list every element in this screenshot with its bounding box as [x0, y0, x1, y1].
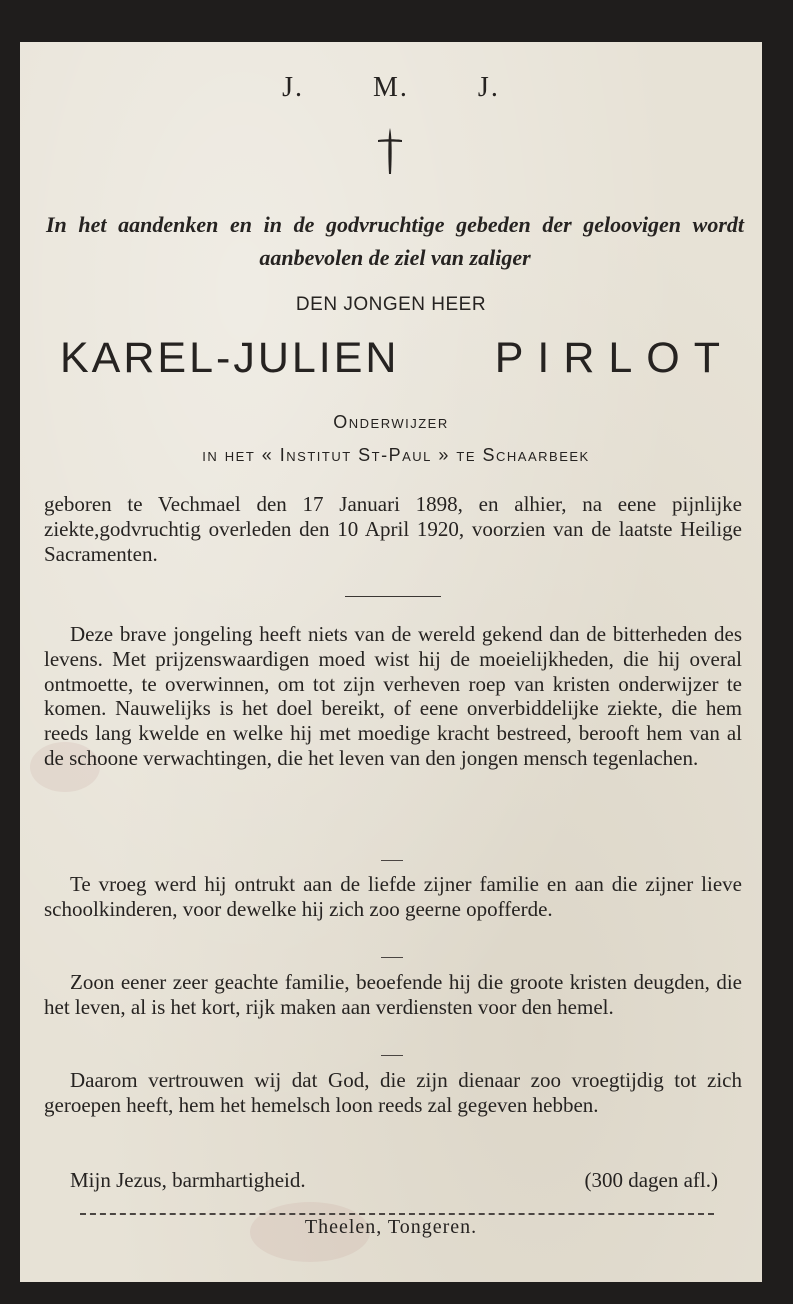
latin-cross-icon [370, 126, 410, 176]
paragraph [44, 872, 742, 922]
initials: J. M. J. [282, 72, 500, 103]
dashed-rule [80, 1213, 714, 1215]
separator [381, 957, 403, 958]
printer-credit: Theelen, Tongeren. [304, 1216, 478, 1238]
deceased-role: Onderwijzer [333, 412, 449, 432]
paragraph-text: Zoon eener zeer geachte familie, beoefende hij die groote kristen deugden, die het leven, al is het kort, rijk maken aan verdiensten voor den hemel. [44, 970, 742, 1019]
separator [381, 860, 403, 861]
paragraph [44, 622, 742, 771]
intro-text: In het aandenken en in de godvruchtige gebeden der geloovigen wordt aanbevolen de ziel van zaliger [46, 212, 744, 270]
paragraph-text: Te vroeg werd hij ontrukt aan de liefde zijner familie en aan die zijner lieve schoolkinderen, voor dewelke hij zich zoo geerne opofferde. [44, 872, 742, 921]
prayer-line [70, 1168, 718, 1193]
paragraph-text: Deze brave jongeling heeft niets van de wereld gekend dan de bitterheden des levens. Met prijzenswaardigen moed wist hij de moeielijkheden, die hij overal ontmoette, te overwinnen, om tot zijn verheven roep van kristen onderwijzer te komen. Nauwelijks is het doel bereikt, of eene onverbiddelijke ziekte, die hem reeds lang kwelde en welke hij met moedige kracht bestreed, berooft hem van al de schoone verwachtingen, die het leven van den jongen mensch tegenlachen. [44, 622, 742, 770]
prayer-text: Mijn Jezus, barmhartigheid. [70, 1168, 306, 1192]
deceased-name [60, 334, 734, 383]
paragraph [44, 1068, 742, 1118]
card-paper [20, 42, 762, 1282]
deceased-prefix: DEN JONGEN HEER [295, 294, 487, 315]
divider-rule [345, 596, 441, 597]
surname: PIRLOT [494, 334, 734, 382]
birth-death-text [44, 492, 742, 566]
indulgence-text: (300 dagen afl.) [584, 1168, 718, 1192]
separator [381, 1055, 403, 1056]
paragraph-text: Daarom vertrouwen wij dat God, die zijn dienaar zoo vroegtijdig tot zich geroepen heeft, hem het hemelsch loon reeds zal gegeven hebben. [44, 1068, 742, 1117]
deceased-institute: in het « Institut St-Paul » te Schaarbeek [202, 445, 590, 465]
given-names: KAREL-JULIEN [60, 334, 400, 382]
paragraph [44, 970, 742, 1020]
birth-death-paragraph: geboren te Vechmael den 17 Januari 1898, en alhier, na eene pijnlijke ziekte,godvruchtig overleden den 10 April 1920, voorzien van de laatste Heilige Sacramenten. [44, 492, 742, 566]
